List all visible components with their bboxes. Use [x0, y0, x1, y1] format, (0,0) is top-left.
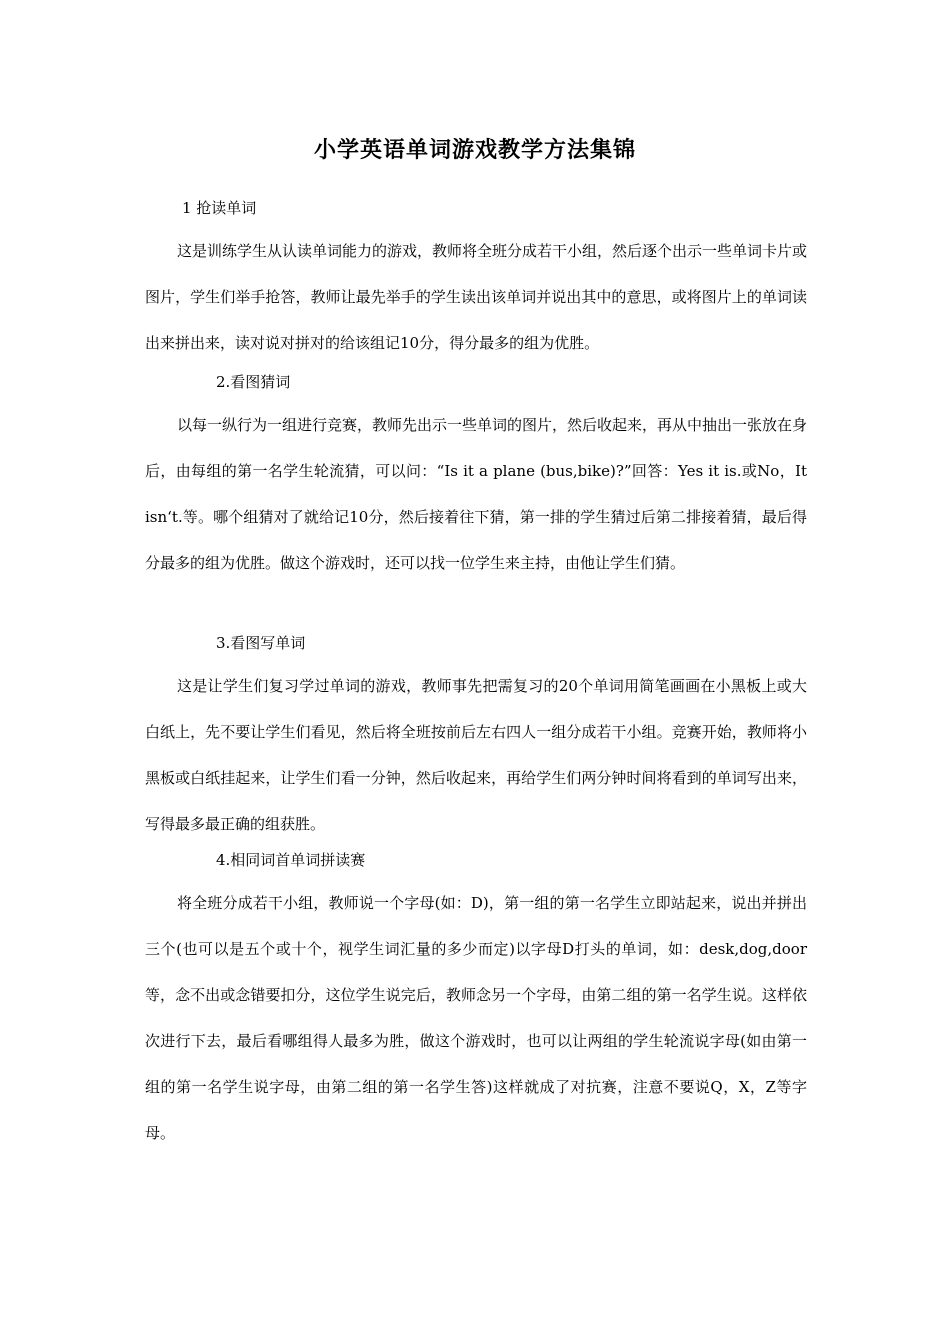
document-title: 小学英语单词游戏教学方法集锦: [313, 137, 636, 163]
section-3-body: 这是让学生们复习学过单词的游戏，教师事先把需复习的20个单词用简笔画画在小黑板上或大白纸上，先不要让学生们看见，然后将全班按前后左右四人一组分成若干小组。竞赛开始，教师将小黑板或白纸挂起来，让学生们看一分钟，然后收起来，再给学生们两分钟时间将看到的单词写出来，写得最多最正确的组获胜。: [145, 677, 807, 833]
section-2-heading: 2.看图猜词: [216, 373, 291, 391]
section-1-body: 这是训练学生从认读单词能力的游戏，教师将全班分成若干小组，然后逐个出示一些单词卡片或图片，学生们举手抢答，教师让最先举手的学生读出该单词并说出其中的意思，或将图片上的单词读出来拼出来，读对说对拼对的给该组记10分，得分最多的组为优胜。: [145, 242, 808, 352]
section-4-heading: 4.相同词首单词拼读赛: [216, 851, 366, 869]
section-3-heading: 3.看图写单词: [216, 634, 306, 652]
section-2-body: 以每一纵行为一组进行竞赛，教师先出示一些单词的图片，然后收起来，再从中抽出一张放在身后，由每组的第一名学生轮流猜，可以问：“Is it a plane (bus,bike)?”回答：Yes it is.或No，It isn‘t.等。哪个组猜对了就给记10分，然后接着往下猜，第一排的学生猜过后第二排接着猜，最后得分最多的组为优胜。做这个游戏时，还可以找一位学生来主持，由他让学生们猜。: [145, 416, 808, 572]
section-4-body: 将全班分成若干小组，教师说一个字母(如：D)，第一组的第一名学生立即站起来，说出并拼出三个(也可以是五个或十个，视学生词汇量的多少而定)以字母D打头的单词，如：desk,dog,door等，念不出或念错要扣分，这位学生说完后，教师念另一个字母，由第二组的第一名学生说。这样依次进行下去，最后看哪组得人最多为胜，做这个游戏时，也可以让两组的学生轮流说字母(如由第一组的第一名学生说字母，由第二组的第一名学生答)这样就成了对抗赛，注意不要说Q，X，Z等字母。: [145, 894, 807, 1142]
section-1-heading: 1 抢读单词: [182, 199, 257, 217]
